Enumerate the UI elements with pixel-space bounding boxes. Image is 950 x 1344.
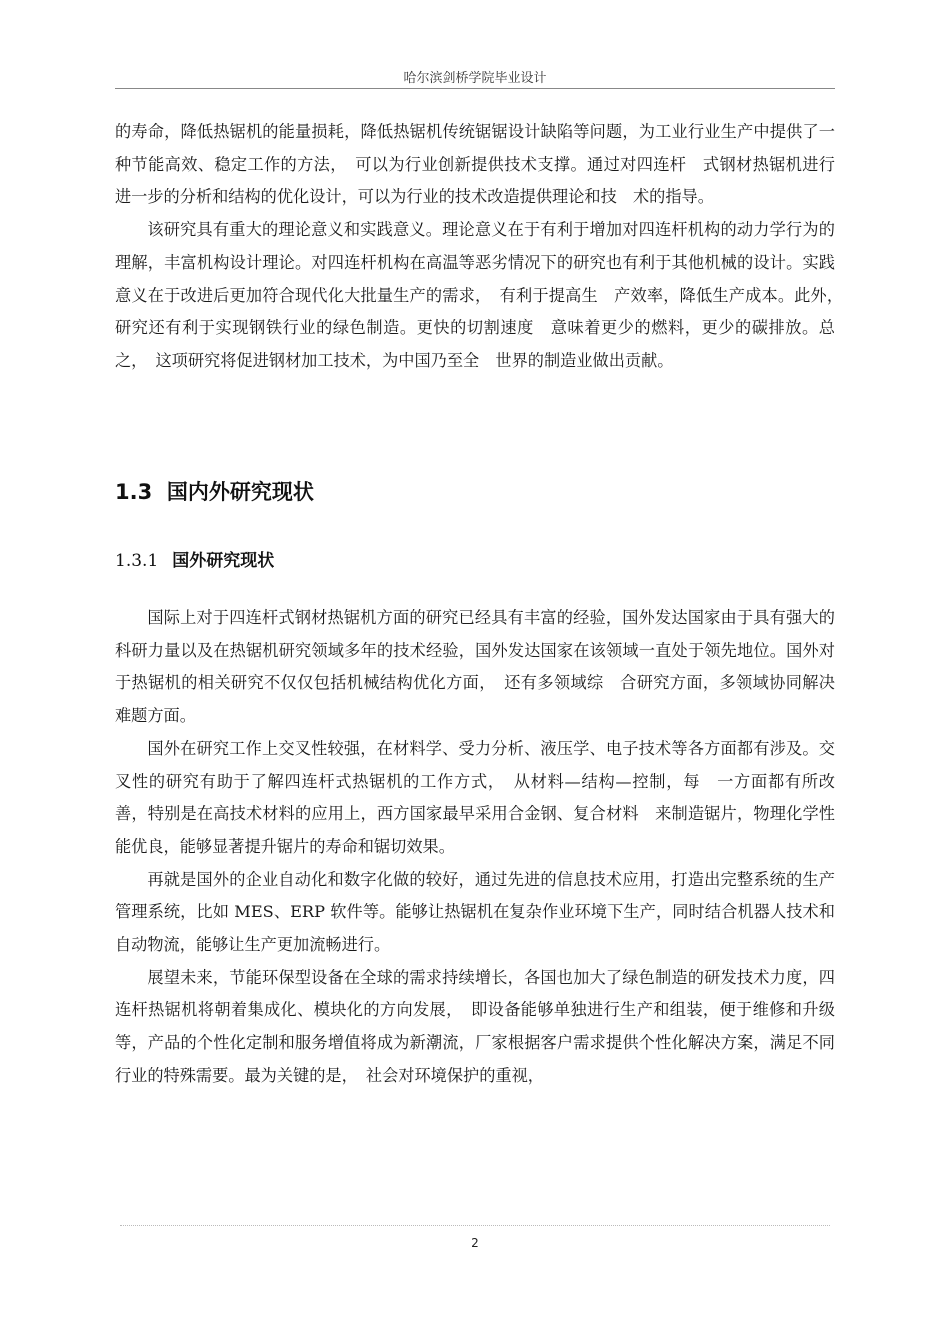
- paragraph: 展望未来，节能环保型设备在全球的需求持续增长，各国也加大了绿色制造的研发技术力度，四连杆热锯机将朝着集成化、模块化的方向发展， 即设备能够单独进行生产和组装，便于维修和升级等，产品的个性化定制和服务增值将成为新潮流，厂家根据客户需求提供个性化解决方案，满足不同行业的特殊需要。最为关键的是， 社会对环境保护的重视，: [115, 967, 835, 1085]
- section-number: 1.3: [115, 480, 153, 504]
- subsection-title: 国外研究现状: [172, 551, 275, 571]
- paragraph: 国际上对于四连杆式钢材热锯机方面的研究已经具有丰富的经验，国外发达国家由于具有强大的科研力量以及在热锯机研究领域多年的技术经验，国外发达国家在该领域一直处于领先地位。国外对于热锯机的相关研究不仅仅包括机械结构优化方面， 还有多领域综 合研究方面，多领域协同解决难题方面。: [115, 608, 835, 726]
- page-number: 2: [471, 1236, 479, 1250]
- subsection-number: 1.3.1: [115, 551, 159, 571]
- subsection-paragraphs: [115, 602, 835, 1093]
- paragraph: 该研究具有重大的理论意义和实践意义。理论意义在于有利于增加对四连杆机构的动力学行为的理解，丰富机构设计理论。对四连杆机构在高温等恶劣情况下的研究也有利于其他机械的设计。实践意义在于改进后更加符合现代化大批量生产的需求， 有利于提高生 产效率，降低生产成本。此外， 研究还有利于实现钢铁行业的绿色制造。更快的切割速度 意味着更少的燃料，更少的碳排放。总之， 这项研究将促进钢材加工技术，为中国乃至全 世界的制造业做出贡献。: [115, 220, 852, 370]
- section-heading: [115, 476, 314, 506]
- header-divider: [115, 88, 835, 89]
- paragraph: 国外在研究工作上交叉性较强，在材料学、受力分析、液压学、电子技术等各方面都有涉及。交叉性的研究有助于了解四连杆式热锯机的工作方式， 从材料—结构—控制，每 一方面都有所改善，特别是在高技术材料的应用上，西方国家最早采用合金钢、复合材料 来制造锯片，物理化学性能优良，能够显著提升锯片的寿命和锯切效果。: [115, 738, 835, 856]
- paragraph: 再就是国外的企业自动化和数字化做的较好，通过先进的信息技术应用，打造出完整系统的生产管理系统，比如 MES、ERP 软件等。能够让热锯机在复杂作业环境下生产，同时结合机器人技术和自动物流，能够让生产更加流畅进行。: [115, 869, 835, 955]
- paragraph: 的寿命，降低热锯机的能量损耗，降低热锯机传统锯锯设计缺陷等问题，为工业行业生产中提供了一种节能高效、稳定工作的方法， 可以为行业创新提供技术支撑。通过对四连杆 式钢材热锯机进行进一步的分析和结构的优化设计，可以为行业的技术改造提供理论和技 术的指导。: [115, 122, 835, 207]
- page-header-title: 哈尔滨剑桥学院毕业设计: [403, 71, 547, 86]
- intro-paragraphs: [115, 116, 852, 378]
- subsection-heading: [115, 546, 274, 571]
- footer-divider: [120, 1225, 830, 1226]
- section-title: 国内外研究现状: [166, 480, 314, 504]
